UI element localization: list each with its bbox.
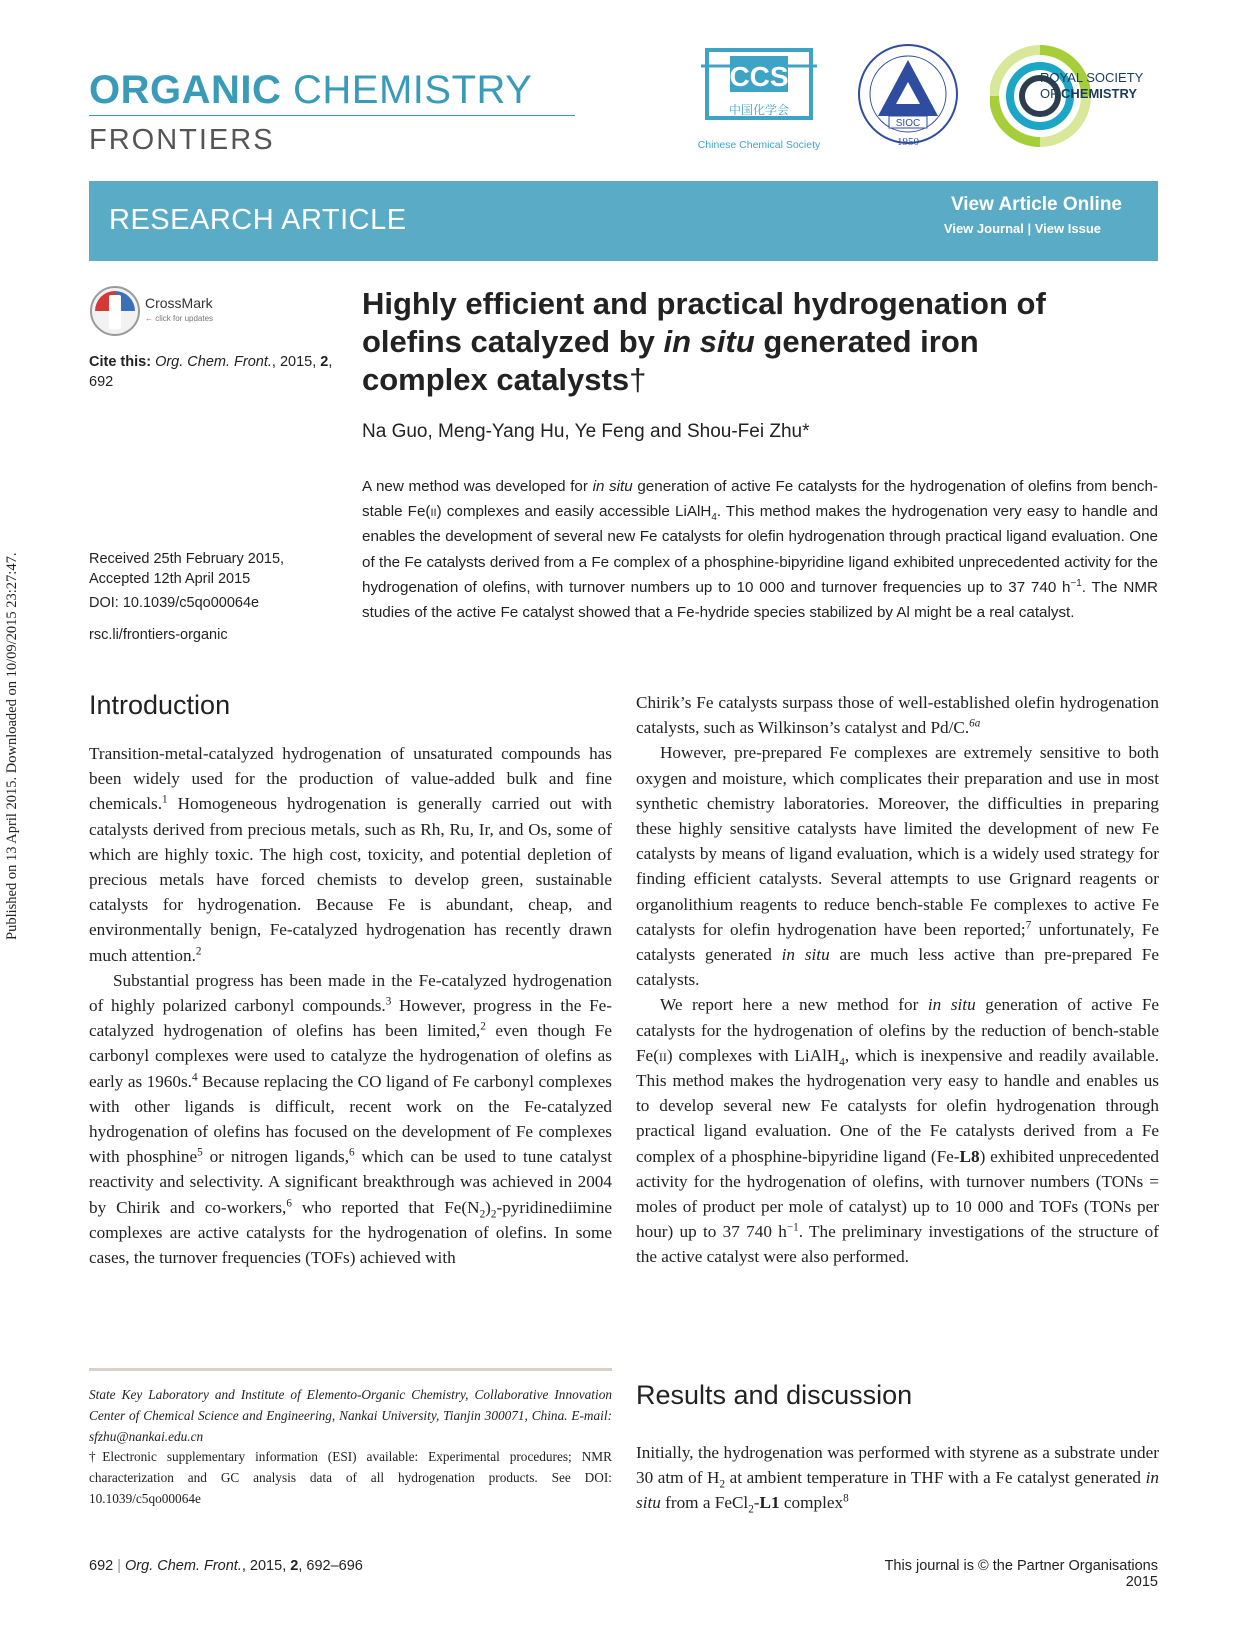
cite-page: , 692 [89, 354, 333, 390]
article-title [362, 285, 1082, 399]
arrow-left-icon: ← [145, 314, 153, 323]
journal-subtitle: FRONTIERS [89, 124, 275, 156]
ref-5[interactable]: 5 [197, 1146, 203, 1159]
sioc-label: SIOC [895, 118, 921, 129]
crossmark-label: CrossMark [145, 295, 213, 311]
banner-title: RESEARCH ARTICLE [109, 204, 407, 236]
right-paragraph-3: We report here a new method for in situ generation of active Fe catalysts for the hydrogenation of olefins by the reduction of bench-stable Fe(ii) complexes with LiAlH$_4$, which is inexpensive and readily available. This method makes the hydrogenation very easy to handle and enables us to develop several new Fe catalysts for olefin hydrogenation through practical ligand evaluation. One of the Fe catalysts derived from a Fe complex of a phosphine-bipyridine ligand (Fe-L8) exhibited unprecedented activity for the hydrogenation of olefins, with turnover numbers (TONs = moles of product per mole of catalyst) up to 10 000 and TOFs (TONs per hour) up to 37 740 $h^{-1}$. The preliminary investigations of the structure of the active catalyst were also performed. [636, 995, 1160, 1267]
title-part2: generated iron complex catalysts [362, 324, 979, 397]
banner-link-separator: | [1027, 221, 1032, 236]
right-paragraph-1: Chirik’s Fe catalysts surpass those of well-established olefin hydrogenation catalysts, such as Wilkinson’s catalyst and Pd/C.$^{6a}$ [636, 693, 1159, 738]
view-issue-link[interactable]: View Issue [1034, 221, 1101, 236]
publication-stamp: Published on 13 April 2015. Downloaded on 10/09/2015 23:27:47. [4, 552, 20, 940]
esi-footnote: †Electronic supplementary information (ESI) available: Experimental procedures; NMR characterization and GC analysis data of all hydrogenation products. See DOI: 10.1039/c5qo00064e [89, 1449, 612, 1506]
intro-paragraph-1: Transition-metal-catalyzed hydrogenation of unsaturated compounds has been widely used for the production of value-added bulk and fine chemicals.$^1$ Homogeneous hydrogenation is generally carried out with catalysts derived from precious metals, such as Rh, Ru, Ir, and Os, some of which are highly toxic. The high cost, toxicity, and potential depletion of precious metals have forced chemists to develop green, sustainable catalysts for hydrogenation. Because Fe is abundant, cheap, and environmentally benign, Fe-catalyzed hydrogenation has recently drawn much attention.$^2$ [89, 744, 612, 965]
cite-this [89, 352, 344, 392]
rsc-logo[interactable] [990, 44, 1160, 148]
journal-rule [89, 115, 575, 116]
rsc-line1: ROYAL SOCIETY [1040, 70, 1144, 85]
rsc-line3: CHEMISTRY [1061, 86, 1138, 101]
received-date: Received 25th February 2015, [89, 551, 285, 567]
ccs-mark-text: CCS [729, 61, 789, 92]
footnote-divider [89, 1368, 612, 1371]
ref-2b[interactable]: 2 [480, 1020, 486, 1033]
intro-paragraph-2: Substantial progress has been made in the Fe-catalyzed hydrogenation of highly polarized carbonyl compounds.$^3$ However, progress in the Fe-catalyzed hydrogenation of olefins has been limited,$^2$ even though Fe carbonyl complexes were used to catalyze the hydrogenation of olefins as early as 1960s.$^4$ Because replacing the CO ligand of Fe carbonyl complexes with other ligands is difficult, recent work on the Fe-catalyzed hydrogenation of olefins has focused on the development of Fe complexes with phosphine$^5$ or nitrogen ligands,$^6$ which can be used to tune catalyst reactivity and selectivity. A significant breakthrough was achieved in 2004 by Chirik and co-workers,$^6$ who reported that $Fe(N_2)_2$-pyridinediimine complexes are active catalysts for the hydrogenation of olefins. In some cases, the turnover frequencies (TOFs) achieved with [89, 970, 612, 1268]
journal-name-light: CHEMISTRY [293, 68, 533, 112]
rsc-line2: OF [1040, 86, 1059, 101]
ccs-en-text: Chinese Chemical Society [697, 139, 821, 151]
page-footer-right: This journal is © the Partner Organisations 2015 [884, 1558, 1158, 1590]
title-part1: Highly efficient and practical hydrogenation of olefins catalyzed by [362, 286, 1046, 359]
ref-3[interactable]: 3 [385, 995, 392, 1008]
title-italic: in situ [663, 324, 755, 359]
ref-2[interactable]: 2 [195, 944, 202, 957]
results-paragraph-1: Initially, the hydrogenation was performed with styrene as a substrate under 30 atm of $H_2$ at ambient temperature in THF with a Fe catalyst generated in situ from a FeCl$_2$-L1 complex$^8$ [636, 1443, 1159, 1516]
doi[interactable]: DOI: 10.1039/c5qo00064e [89, 595, 260, 611]
accepted-date: Accepted 12th April 2015 [89, 571, 251, 587]
crossmark-sub [145, 314, 213, 323]
footnotes [89, 1385, 612, 1510]
right-paragraph-2: However, pre-prepared Fe complexes are extremely sensitive to both oxygen and moisture, which complicates their preparation and use in most synthetic chemistry laboratories. Moreover, the difficulties in preparing these highly sensitive catalysts have limited the development of new Fe catalysts by means of ligand evaluation, which is a widely used strategy for finding efficient catalysts. Several attempts to use Grignard reagents or organolithium reagents to reduce bench-stable Fe complexes to active Fe catalysts for olefin hydrogenation have been reported;$^7$ unfortunately, Fe catalysts generated in situ are much less active than pre-prepared Fe catalysts. [636, 743, 1159, 990]
crossmark-badge[interactable] [89, 285, 239, 339]
crossmark-icon [89, 285, 141, 337]
results-heading: Results and discussion [636, 1380, 913, 1410]
ccs-cn-text: 中国化学会 [728, 103, 790, 117]
ref-4[interactable]: 4 [191, 1070, 198, 1083]
sioc-logo[interactable] [856, 42, 960, 150]
cite-prefix: Cite this: [89, 354, 152, 370]
ref-6b[interactable]: 6 [286, 1196, 292, 1209]
received-dates [89, 549, 344, 589]
affiliation-footnote: State Key Laboratory and Institute of Elemento-Organic Chemistry, Collaborative Innovation Center of Chemical Science and Engineering, Nankai University, Tianjin 300071, China. E-mail: sfzhu@nankai.edu.cn [89, 1387, 612, 1444]
right-column [636, 690, 1159, 1270]
ccs-logo[interactable] [695, 44, 823, 152]
ref-6[interactable]: 6 [349, 1146, 355, 1159]
banner-links [944, 221, 1101, 236]
view-article-online-link[interactable]: View Article Online [950, 194, 1122, 215]
results-column [636, 1440, 1159, 1516]
cite-journal: Org. Chem. Front. [155, 354, 272, 370]
title-dagger[interactable]: † [629, 362, 647, 397]
view-journal-link[interactable]: View Journal [943, 221, 1024, 236]
authors: Na Guo, Meng-Yang Hu, Ye Feng and Shou-Fei Zhu* [362, 421, 810, 442]
journal-name [89, 66, 532, 114]
ref-7[interactable]: 7 [1025, 919, 1032, 932]
journal-name-bold: ORGANIC [89, 68, 282, 112]
page-footer-left: 692 | Org. Chem. Front., 2015, 2, 692–696 [89, 1558, 363, 1574]
article-banner [89, 181, 1158, 261]
rsc-short-link[interactable]: rsc.li/frontiers-organic [89, 627, 228, 643]
introduction-heading: Introduction [89, 690, 231, 720]
ref-8[interactable]: 8 [843, 1492, 849, 1505]
ref-1[interactable]: 1 [162, 793, 168, 806]
ref-6a[interactable]: 6a [969, 717, 981, 730]
sioc-year: 1950 [897, 136, 919, 148]
cite-year: , 2015, [271, 354, 321, 370]
cite-vol: 2 [320, 354, 329, 370]
crossmark-sub-text: click for updates [155, 314, 214, 323]
intro-column [89, 741, 612, 1270]
abstract: A new method was developed for in situ generation of active Fe catalysts for the hydrogenation of olefins from bench-stable Fe(ii) complexes and easily accessible LiAlH$_4$. This method makes the hydrogenation very easy to handle and enables the development of several new Fe catalysts for olefin hydrogenation through practical ligand evaluation. One of the Fe catalysts derived from a Fe complex of a phosphine-bipyridine ligand exhibited unprecedented activity for the hydrogenation of olefins, with turnover numbers up to 10 000 and turnover frequencies up to 37 740 $h^{-1}$. The NMR studies of the active Fe catalyst showed that a Fe-hydride species stabilized by Al might be a real catalyst. [362, 478, 1159, 622]
